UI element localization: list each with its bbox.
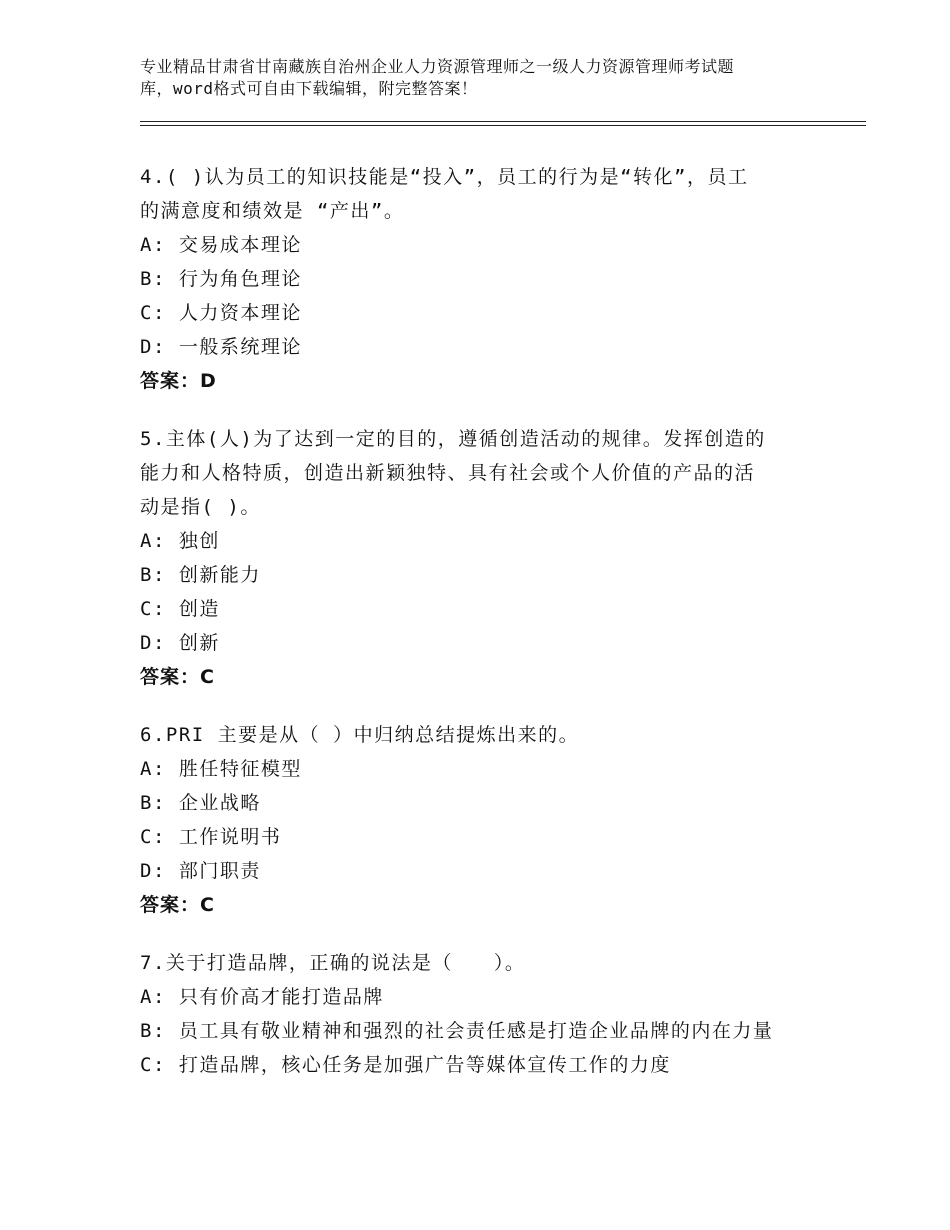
option-c: C: 创造 <box>140 598 220 620</box>
option-b: B: 员工具有敬业精神和强烈的社会责任感是打造企业品牌的内在力量 <box>140 1020 774 1042</box>
question-text: 6.PRI 主要是从（ ）中归纳总结提炼出来的。 <box>140 724 580 746</box>
question-7 <box>140 946 840 1082</box>
question-6 <box>140 718 840 922</box>
document-header <box>140 56 830 100</box>
question-list <box>140 160 840 1106</box>
question-text: 7.关于打造品牌，正确的说法是（ ）。 <box>140 952 526 974</box>
option-b: B: 企业战略 <box>140 792 261 814</box>
question-text: 能力和人格特质，创造出新颖独特、具有社会或个人价值的产品的活 <box>140 462 756 484</box>
answer-label: 答案：C <box>140 666 215 688</box>
question-text: 4.( )认为员工的知识技能是“投入”，员工的行为是“转化”，员工 <box>140 166 749 188</box>
option-c: C: 工作说明书 <box>140 826 282 848</box>
option-a: A: 胜任特征模型 <box>140 758 302 780</box>
option-a: A: 独创 <box>140 530 220 552</box>
option-c: C: 人力资本理论 <box>140 302 302 324</box>
option-d: D: 一般系统理论 <box>140 336 302 358</box>
option-a: A: 只有价高才能打造品牌 <box>140 986 384 1008</box>
question-text: 的满意度和绩效是 “产出”。 <box>140 200 405 222</box>
header-divider <box>140 121 866 126</box>
option-b: B: 创新能力 <box>140 564 261 586</box>
answer-label: 答案：D <box>140 370 217 392</box>
option-d: D: 部门职责 <box>140 860 261 882</box>
question-4 <box>140 160 840 398</box>
option-c: C: 打造品牌，核心任务是加强广告等媒体宣传工作的力度 <box>140 1054 671 1076</box>
option-a: A: 交易成本理论 <box>140 234 302 256</box>
answer-label: 答案：C <box>140 894 215 916</box>
question-text: 5.主体(人)为了达到一定的目的，遵循创造活动的规律。发挥创造的 <box>140 428 766 450</box>
question-5 <box>140 422 840 694</box>
header-line: 专业精品甘肃省甘南藏族自治州企业人力资源管理师之一级人力资源管理师考试题 <box>140 57 735 76</box>
question-text: 动是指( )。 <box>140 496 261 518</box>
header-line: 库，word格式可自由下载编辑，附完整答案！ <box>140 79 478 98</box>
option-b: B: 行为角色理论 <box>140 268 302 290</box>
option-d: D: 创新 <box>140 632 220 654</box>
